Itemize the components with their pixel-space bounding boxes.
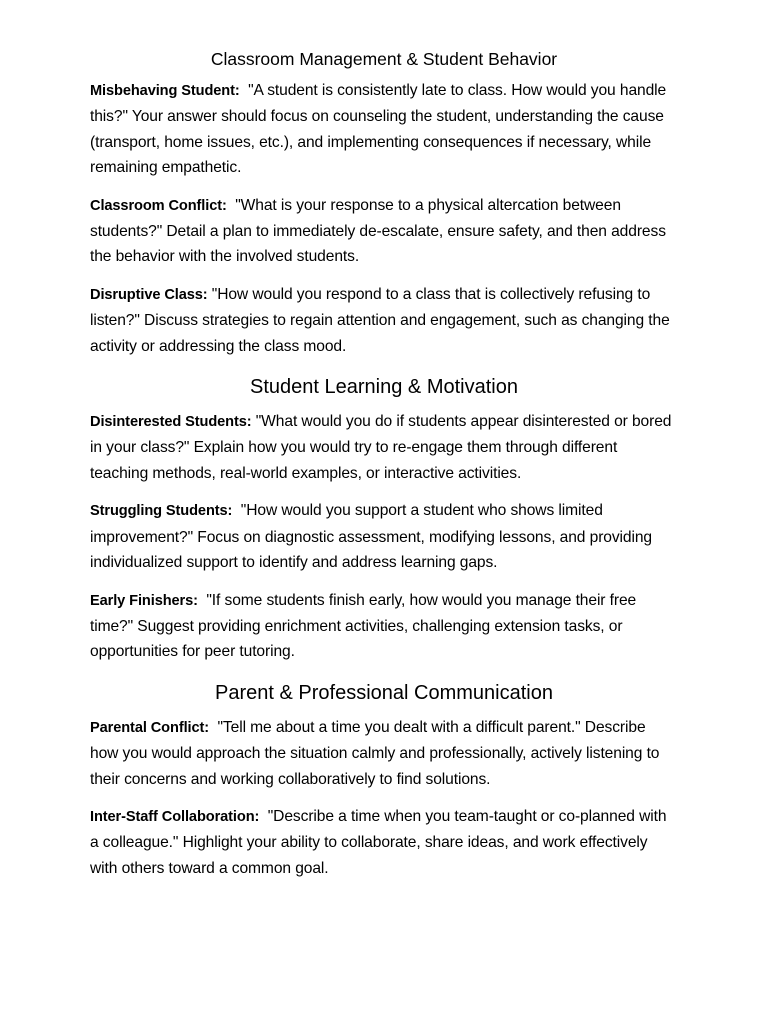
entry-text: "If some students finish early, how would you manage their free time?" Suggest providing enrichment activities, challenging extension tasks, or opportunities for peer tutoring. [90,591,637,661]
entry-struggling-students [90,498,678,575]
entry-parental-conflict [90,715,678,792]
entry-text: "A student is consistently late to class. How would you handle this?" Your answer should focus on counseling the student, understanding the cause (transport, home issues, etc.), and implementing consequences if necessary, while remaining empathetic. [90,82,667,177]
entry-early-finishers [90,588,678,665]
section-title-parent-communication: Parent & Professional Communication [215,681,553,704]
entry-label: Disruptive Class: [90,286,208,303]
entry-label: Struggling Students: [90,503,233,520]
entry-text: "Tell me about a time you dealt with a difficult parent." Describe how you would approach the situation calmly and professionally, actively listening to their concerns and working collaboratively to find solutions. [90,718,660,788]
entry-label: Misbehaving Student: [90,83,240,99]
entry-disinterested-students [90,409,678,486]
section-title-student-learning: Student Learning & Motivation [250,376,518,399]
entry-label: Early Finishers: [90,592,198,609]
entry-misbehaving-student [90,78,678,181]
entry-text: "What is your response to a physical altercation between students?" Detail a plan to immediately de-escalate, ensure safety, and then address the behavior with the involved students. [90,196,666,266]
entry-text: "How would you support a student who shows limited improvement?" Focus on diagnostic assessment, modifying lessons, and providing individualized support to identify and address learning gaps. [90,502,652,572]
entry-text: "Describe a time when you team-taught or co-planned with a colleague." Highlight your ability to collaborate, share ideas, and work effectively with others toward a common goal. [90,807,667,877]
entry-inter-staff-collaboration [90,804,678,881]
entry-label: Inter-Staff Collaboration: [90,808,260,825]
section-title-classroom-management: Classroom Management & Student Behavior [210,49,558,69]
entry-classroom-conflict [90,193,678,270]
entry-label: Parental Conflict: [90,719,210,736]
entry-text: "How would you respond to a class that is collectively refusing to listen?" Discuss strategies to regain attention and engagement, such as changing the activity or addressing the class mood. [90,285,670,355]
entry-label: Classroom Conflict: [90,197,227,214]
entry-disruptive-class [90,282,678,359]
entry-text: "What would you do if students appear disinterested or bored in your class?" Explain how you would try to re-engage them through different teaching methods, real-world examples, or interactive activities. [90,413,672,482]
entry-label: Disinterested Students: [90,414,252,431]
